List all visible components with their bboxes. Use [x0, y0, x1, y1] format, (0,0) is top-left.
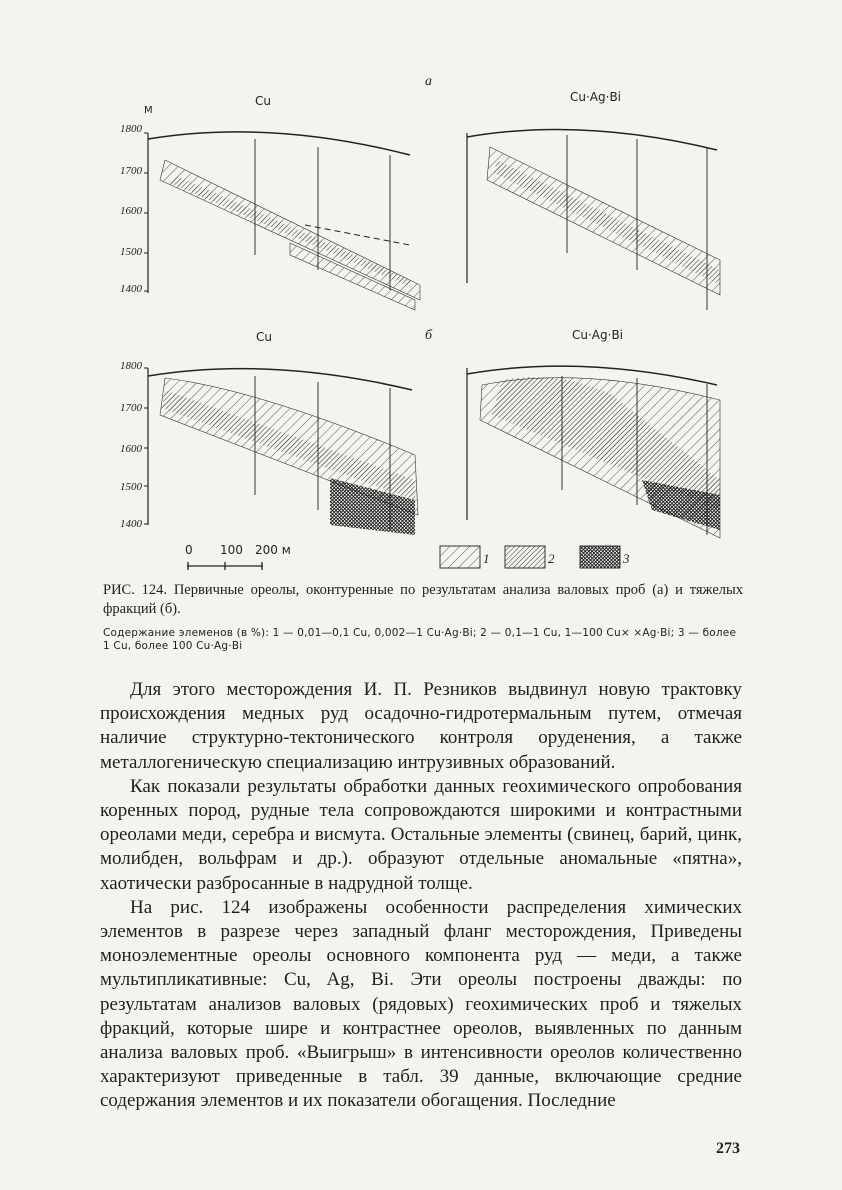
legend-swatch-2 [505, 546, 545, 568]
figure-row-b-label: б [425, 328, 433, 343]
legend-swatch-1 [440, 546, 480, 568]
panel-b-left-section [140, 360, 430, 545]
panel-b-right-section [462, 360, 732, 545]
paragraph: Для этого месторождения И. П. Резников выдвинул новую трактовку происхождения медных руд осадочно-гидротермальным путем, отмечая наличие структурно-тектонического контроля оруденения, а также металлогеническую специализацию интрузивных образований. [100, 679, 742, 773]
panel-a-right-title: Cu·Ag·Bi [570, 90, 622, 104]
scale-bar-label-100: 100 [220, 543, 243, 557]
figure-caption: РИС. 124. Первичные ореолы, оконтуренные по результатам анализа валовых проб (а) и тяжелых фракций (б). [103, 582, 743, 617]
figure-caption-note: Содержание элеменов (в %): 1 — 0,01—0,1 Cu, 0,002—1 Cu·Ag·Bi; 2 — 0,1—1 Cu, 1—100 Cu× ×Ag·Bi; 3 — более 1 Cu, более 100 Cu·Ag·Bi [103, 627, 737, 652]
panel-a-left-title: Cu [255, 94, 271, 108]
paragraph: Как показали результаты обработки данных геохимического опробования коренных пород, рудные тела сопровождаются широкими и контрастными ореолами меди, серебра и висмута. Остальные элементы (свинец, барий, цинк, молибден, вольфрам и др.). образуют отдельные аномальные «пятна», хаотически разбросанные в надрудной толще. [100, 775, 742, 894]
scale-bar [187, 560, 267, 572]
scale-bar-label-0: 0 [185, 543, 193, 557]
page-number: 273 [716, 1140, 740, 1157]
legend-number-1: 1 [483, 551, 490, 566]
y-tick: 1600 [120, 443, 142, 455]
y-tick: 1400 [120, 283, 142, 295]
unit-label: М [144, 105, 153, 116]
y-tick: 1500 [120, 481, 142, 493]
y-tick: 1700 [120, 402, 142, 414]
paragraph: На рис. 124 изображены особенности распределения химических элементов в разрезе через западный фланг месторождения, Приведены моноэлементные ореолы основного компонента руд — меди, а также мультипликативные: Cu, Ag, Bi. Эти ореолы построены дважды: по результатам анализов валовых (рядовых) геохимических проб и тяжелых фракций, которые шире и контрастнее ореолов, выявленных по данным анализа валовых проб. «Выигрыш» в интенсивности ореолов количественно характеризуют приведенные в табл. 39 данные, включающие средние содержания элементов и их показатели обогащения. Последние [100, 896, 742, 1112]
body-text [100, 678, 742, 1114]
panel-a-right-section [462, 125, 732, 320]
y-tick: 1800 [120, 123, 142, 135]
y-tick: 1400 [120, 518, 142, 530]
y-tick: 1500 [120, 246, 142, 258]
legend-swatch-3 [580, 546, 620, 568]
figure-row-a-label: а [425, 74, 432, 89]
panel-b-right-title: Cu·Ag·Bi [572, 328, 624, 342]
y-tick: 1800 [120, 360, 142, 372]
y-tick: 1600 [120, 205, 142, 217]
y-tick: 1700 [120, 165, 142, 177]
panel-a-left-section [140, 125, 430, 315]
panel-b-left-title: Cu [256, 330, 272, 344]
legend-number-3: 3 [623, 551, 630, 566]
legend-number-2: 2 [548, 551, 555, 566]
scale-bar-label-200: 200 м [255, 543, 291, 557]
